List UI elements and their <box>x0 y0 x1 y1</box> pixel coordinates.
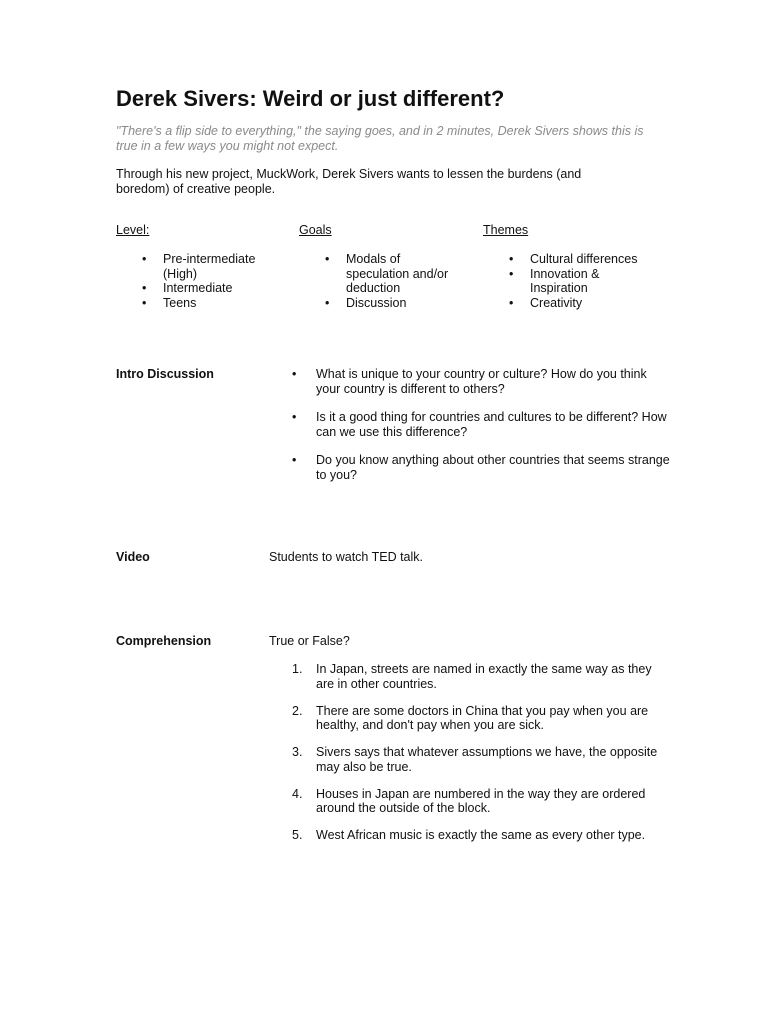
item-text: In Japan, streets are named in exactly the same way as they are in other countries. <box>316 662 652 691</box>
item-number: 5. <box>292 828 303 842</box>
level-heading: Level: <box>116 223 150 237</box>
intro-discussion-label: Intro Discussion <box>116 367 214 381</box>
intro-question: • Do you know anything about other countries that seems strange to you? <box>291 453 671 482</box>
true-false-item <box>291 745 661 774</box>
true-false-heading: True or False? <box>269 634 350 648</box>
true-false-item <box>291 662 661 691</box>
level-list <box>139 252 279 310</box>
intro-question: • Is it a good thing for countries and cultures to be different? How can we use this difference? <box>291 410 671 439</box>
item-number: 4. <box>292 786 303 801</box>
true-false-item <box>291 704 661 733</box>
item-text: Houses in Japan are numbered in the way they are ordered around the outside of the block. <box>316 786 646 815</box>
themes-heading: Themes <box>483 223 529 237</box>
level-item: • Intermediate <box>139 281 279 296</box>
true-false-item <box>291 787 661 816</box>
intro-quote: "There's a flip side to everything," the saying goes, and in 2 minutes, Derek Sivers shows this is true in a few ways you might not expect. <box>116 124 644 153</box>
intro-question-list <box>291 367 671 496</box>
item-text: West African music is exactly the same as every other type. <box>316 828 646 842</box>
item-number: 1. <box>292 662 303 676</box>
goals-list <box>322 252 457 310</box>
goals-heading: Goals <box>299 223 332 237</box>
description-paragraph: Through his new project, MuckWork, Derek Sivers wants to lessen the burdens (and boredom) of creative people. <box>116 167 582 196</box>
themes-list <box>506 252 651 310</box>
themes-item: • Cultural differences <box>506 252 651 267</box>
item-number: 2. <box>292 703 303 718</box>
item-number: 3. <box>292 745 303 759</box>
true-false-item <box>291 828 661 843</box>
goals-item: • Discussion <box>322 296 457 311</box>
document-title: Derek Sivers: Weird or just different? <box>116 86 505 111</box>
video-text: Students to watch TED talk. <box>269 550 424 564</box>
comprehension-label: Comprehension <box>116 634 212 648</box>
goals-item: • Modals of speculation and/or deduction <box>322 252 457 296</box>
item-text: Sivers says that whatever assumptions we have, the opposite may also be true. <box>316 745 658 774</box>
intro-question: • What is unique to your country or culture? How do you think your country is different to others? <box>291 367 671 396</box>
video-label: Video <box>116 550 150 564</box>
true-false-list <box>291 662 661 855</box>
themes-item: • Innovation & Inspiration <box>506 267 651 296</box>
level-item: • Pre-intermediate (High) <box>139 252 279 281</box>
item-text: There are some doctors in China that you pay when you are healthy, and don't pay when you are sick. <box>316 703 649 732</box>
level-item: • Teens <box>139 296 279 311</box>
themes-item: • Creativity <box>506 296 651 311</box>
